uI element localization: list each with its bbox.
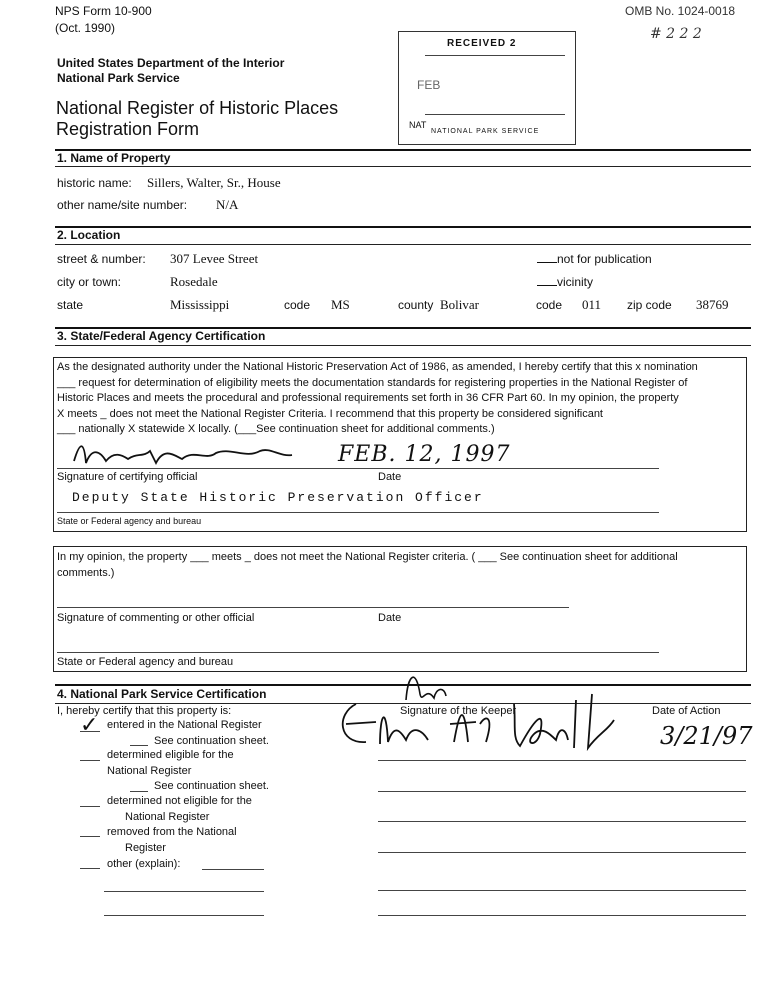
street-label: street & number: <box>57 252 146 266</box>
section-1-heading: 1. Name of Property <box>57 151 171 165</box>
service-name: National Park Service <box>57 71 180 85</box>
opinion-line-1: In my opinion, the property ___ meets _ does not meet the National Register criteria. ( ___ See continuation sheet for additional <box>57 551 678 563</box>
certifying-date: FEB. 12, 1997 <box>338 442 511 467</box>
cert-line-1: As the designated authority under the National Historic Preservation Act of 1986, as amended, I hereby certify that this x nomination <box>57 361 698 373</box>
other-name-label: other name/site number: <box>57 198 188 212</box>
stamp-received: RECEIVED 2 <box>447 38 517 49</box>
certification-text <box>57 360 745 438</box>
date-label: Date <box>378 471 402 483</box>
keeper-signature <box>336 664 621 764</box>
check-mark-icon: ✓ <box>80 712 99 737</box>
form-date: (Oct. 1990) <box>55 21 116 35</box>
section-4-heading: 4. National Park Service Certification <box>57 687 267 701</box>
option-entered-see: See continuation sheet. <box>154 735 269 747</box>
option-not-eligible-2: National Register <box>125 811 210 823</box>
omb-number: OMB No. 1024-0018 <box>625 4 736 18</box>
option-eligible-2: National Register <box>107 765 192 777</box>
not-for-publication: not for publication <box>537 252 652 266</box>
opinion-text <box>57 549 743 581</box>
page-title: National Register of Historic Places Registration Form <box>56 98 339 139</box>
official-title: Deputy State Historic Preservation Officer <box>72 490 484 505</box>
cert-line-3: Historic Places and meets the procedural and professional requirements set forth in 36 CFR Part 60. In my opinion, the property <box>57 392 679 404</box>
option-removed-2: Register <box>125 842 166 854</box>
zip-value: 38769 <box>696 297 729 312</box>
opinion-bureau-label: State or Federal agency and bureau <box>57 656 234 668</box>
option-eligible: determined eligible for the <box>107 749 234 761</box>
option-removed: removed from the National <box>107 826 237 838</box>
certifying-signature <box>70 437 300 469</box>
certify-intro: I, hereby certify that this property is: <box>57 705 232 717</box>
state-code-value: MS <box>331 297 350 312</box>
historic-name-value: Sillers, Walter, Sr., House <box>147 175 281 190</box>
county-value: Bolivar <box>440 297 479 312</box>
date-of-action-value: 3/21/97 <box>660 722 753 750</box>
vicinity: vicinity <box>537 275 593 289</box>
county-code-value: 011 <box>582 297 602 312</box>
option-other: other (explain): <box>107 858 181 870</box>
state-code-label: code <box>284 298 311 312</box>
zip-label: zip code <box>627 298 672 312</box>
historic-name-label: historic name: <box>57 176 132 190</box>
signature-label: Signature of certifying official <box>57 471 198 483</box>
state-label: state <box>57 298 84 312</box>
city-label: city or town: <box>57 275 122 289</box>
date-of-action-label: Date of Action <box>652 705 721 717</box>
handwritten-number: # 2 2 2 <box>650 26 702 42</box>
cert-line-4: X meets _ does not meet the National Register Criteria. I recommend that this property be considered significant <box>57 407 603 420</box>
received-stamp <box>398 31 576 145</box>
street-value: 307 Levee Street <box>170 251 259 266</box>
option-eligible-see: See continuation sheet. <box>154 780 269 792</box>
city-value: Rosedale <box>170 274 218 289</box>
cert-line-2: ___ request for determination of eligibility meets the documentation standards for registering properties in the National Register of <box>57 376 688 389</box>
other-name-value: N/A <box>216 197 239 212</box>
form-number: NPS Form 10-900 <box>55 4 152 18</box>
department-name: United States Department of the Interior <box>57 56 285 70</box>
stamp-nat: NAT <box>409 120 427 130</box>
bureau-label: State or Federal agency and bureau <box>57 516 202 526</box>
keeper-signature-label: Signature of the Keeper <box>400 705 517 717</box>
county-code-label: code <box>536 298 563 312</box>
option-entered: entered in the National Register <box>107 719 262 731</box>
stamp-service: NATIONAL PARK SERVICE <box>431 128 540 135</box>
option-not-eligible: determined not eligible for the <box>107 795 252 807</box>
county-label: county <box>398 298 434 312</box>
section-2-heading: 2. Location <box>57 228 121 242</box>
section-3-heading: 3. State/Federal Agency Certification <box>57 329 266 343</box>
stamp-feb: FEB <box>417 78 441 92</box>
cert-line-5: ___ nationally X statewide X locally. (___See continuation sheet for additional comments.) <box>57 423 495 435</box>
state-value: Mississippi <box>170 297 230 312</box>
commenting-date-label: Date <box>378 612 402 624</box>
commenting-signature-label: Signature of commenting or other official <box>57 612 255 624</box>
opinion-line-2: comments.) <box>57 567 115 579</box>
